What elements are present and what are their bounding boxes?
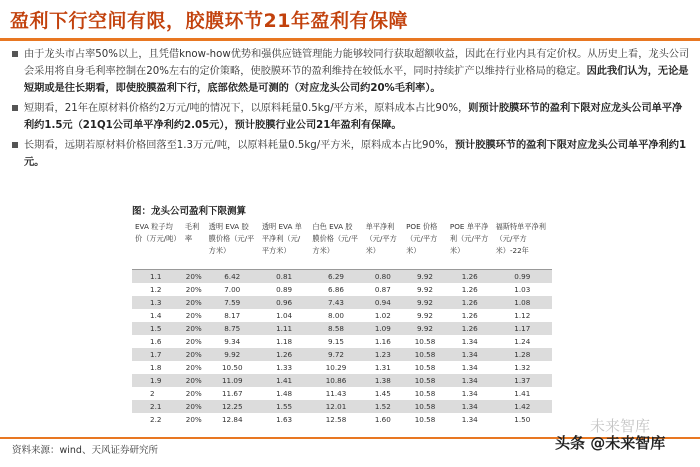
table-cell: 1.2 <box>132 283 182 296</box>
table-cell: 1.08 <box>493 296 552 309</box>
table-row <box>132 309 552 322</box>
table-cell: 1.26 <box>259 348 310 361</box>
table-row <box>132 296 552 309</box>
column-header: POE 单平净利（元/平方米） <box>447 219 493 270</box>
table-cell: 20% <box>182 361 206 374</box>
table-cell: 1.24 <box>493 335 552 348</box>
table-cell: 1.26 <box>447 283 493 296</box>
table-header-row <box>132 219 552 270</box>
table-cell: 20% <box>182 348 206 361</box>
table-cell: 12.01 <box>309 400 362 413</box>
watermark-text: 头条 @未来智库 <box>555 434 666 452</box>
table-cell: 10.58 <box>403 413 447 426</box>
table-cell: 1.41 <box>493 387 552 400</box>
table-cell: 1.34 <box>447 374 493 387</box>
table-cell: 1.23 <box>363 348 403 361</box>
table-cell: 1.48 <box>259 387 310 400</box>
table-cell: 10.86 <box>309 374 362 387</box>
profit-table <box>132 219 552 426</box>
table-cell: 1.8 <box>132 361 182 374</box>
table-cell: 1.4 <box>132 309 182 322</box>
paragraph <box>12 100 692 134</box>
table-row <box>132 400 552 413</box>
table-cell: 7.43 <box>309 296 362 309</box>
table-cell: 20% <box>182 413 206 426</box>
table-cell: 0.89 <box>259 283 310 296</box>
table-cell: 1.6 <box>132 335 182 348</box>
table-cell: 10.29 <box>309 361 362 374</box>
table-cell: 10.58 <box>403 374 447 387</box>
table-cell: 9.15 <box>309 335 362 348</box>
watermark <box>555 432 665 453</box>
table-cell: 1.34 <box>447 348 493 361</box>
table-cell: 10.58 <box>403 335 447 348</box>
table-cell: 20% <box>182 270 206 284</box>
table-cell: 10.58 <box>403 400 447 413</box>
table-cell: 9.92 <box>403 283 447 296</box>
table-cell: 20% <box>182 296 206 309</box>
table-cell: 1.33 <box>259 361 310 374</box>
page-title: 盈利下行空间有限，胶膜环节21年盈利有保障 <box>10 10 408 32</box>
table-cell: 1.52 <box>363 400 403 413</box>
paragraph-text: 短期看，21年在原材料价格约2万元/吨的情况下，以原料耗量0.5kg/平方米，原料成本占比90%， <box>24 103 469 114</box>
table-cell: 9.92 <box>206 348 259 361</box>
column-header: 透明 EVA 单平净利（元/平方米） <box>259 219 310 270</box>
paragraph <box>12 137 692 171</box>
title-divider <box>0 38 700 41</box>
table-cell: 1.38 <box>363 374 403 387</box>
table-row <box>132 413 552 426</box>
table-cell: 1.26 <box>447 270 493 284</box>
table-row <box>132 322 552 335</box>
table-cell: 1.34 <box>447 361 493 374</box>
table-cell: 0.80 <box>363 270 403 284</box>
table-cell: 1.9 <box>132 374 182 387</box>
table-cell: 1.16 <box>363 335 403 348</box>
table-cell: 12.58 <box>309 413 362 426</box>
table-cell: 1.37 <box>493 374 552 387</box>
table-cell: 8.58 <box>309 322 362 335</box>
table-cell: 1.02 <box>363 309 403 322</box>
watermark-ghost: 未来智库 <box>590 417 651 435</box>
square-bullet-icon <box>12 105 18 111</box>
table-cell: 1.55 <box>259 400 310 413</box>
table-cell: 7.59 <box>206 296 259 309</box>
table-caption: 图：龙头公司盈利下限测算 <box>132 206 247 217</box>
table-cell: 2.1 <box>132 400 182 413</box>
table-cell: 1.12 <box>493 309 552 322</box>
table-cell: 1.11 <box>259 322 310 335</box>
table-cell: 1.32 <box>493 361 552 374</box>
table-cell: 1.63 <box>259 413 310 426</box>
table-cell: 20% <box>182 335 206 348</box>
table-cell: 1.42 <box>493 400 552 413</box>
table-cell: 11.67 <box>206 387 259 400</box>
table-row <box>132 387 552 400</box>
column-header: EVA 粒子均价（万元/吨） <box>132 219 182 270</box>
table-cell: 1.34 <box>447 413 493 426</box>
table-cell: 1.1 <box>132 270 182 284</box>
column-header: 白色 EVA 胶膜价格（元/平方米） <box>309 219 362 270</box>
table-cell: 9.34 <box>206 335 259 348</box>
table-cell: 1.60 <box>363 413 403 426</box>
square-bullet-icon <box>12 51 18 57</box>
table-row <box>132 348 552 361</box>
table-cell: 7.00 <box>206 283 259 296</box>
table-cell: 8.75 <box>206 322 259 335</box>
table-cell: 12.25 <box>206 400 259 413</box>
paragraph-text: 由于龙头市占率50%以上，且凭借know-how优势和强供应链管理能力能够较同行获取超额收益，因此在行业内具有定价权。从历史上看，龙头公司会采用将自身毛利率控制在20%左右的定价策略，使胶膜环节的盈利维持在较低水平，同时持续扩产以维持行业格局的稳定。 <box>24 49 690 77</box>
table-cell: 1.28 <box>493 348 552 361</box>
table-cell: 0.99 <box>493 270 552 284</box>
table-row <box>132 283 552 296</box>
column-header: 单平净利（元/平方米） <box>363 219 403 270</box>
table-cell: 1.5 <box>132 322 182 335</box>
square-bullet-icon <box>12 142 18 148</box>
paragraph-emphasis: 则预计胶膜环节的盈利下限对应龙头公司单平净利约1.5元（21Q1公司单平净利约2.05元），预计胶膜行业公司21年盈利有保障。 <box>24 103 683 131</box>
table-cell: 6.86 <box>309 283 362 296</box>
table-row <box>132 335 552 348</box>
table-cell: 1.31 <box>363 361 403 374</box>
table-cell: 0.87 <box>363 283 403 296</box>
column-header: POE 价格（元/平方米） <box>403 219 447 270</box>
table-cell: 9.92 <box>403 270 447 284</box>
paragraph-list <box>12 46 692 174</box>
paragraph-emphasis: 预计胶膜环节的盈利下限对应龙头公司单平净利约1元。 <box>24 140 687 168</box>
table-cell: 1.09 <box>363 322 403 335</box>
table-cell: 20% <box>182 387 206 400</box>
table-cell: 20% <box>182 400 206 413</box>
table-row <box>132 270 552 284</box>
column-header: 毛利率 <box>182 219 206 270</box>
table-cell: 1.26 <box>447 309 493 322</box>
table-cell: 10.50 <box>206 361 259 374</box>
table-cell: 9.92 <box>403 296 447 309</box>
table-cell: 0.81 <box>259 270 310 284</box>
table-cell: 12.84 <box>206 413 259 426</box>
table-cell: 8.17 <box>206 309 259 322</box>
table-cell: 1.3 <box>132 296 182 309</box>
table-cell: 1.45 <box>363 387 403 400</box>
table-cell: 1.7 <box>132 348 182 361</box>
table-cell: 11.09 <box>206 374 259 387</box>
table-cell: 1.50 <box>493 413 552 426</box>
table-cell: 20% <box>182 322 206 335</box>
table-cell: 11.43 <box>309 387 362 400</box>
table-cell: 10.58 <box>403 361 447 374</box>
table-cell: 1.34 <box>447 335 493 348</box>
table-row <box>132 374 552 387</box>
table-cell: 0.94 <box>363 296 403 309</box>
table-cell: 1.17 <box>493 322 552 335</box>
paragraph-text: 长期看，远期若原材料价格回落至1.3万元/吨，以原料耗量0.5kg/平方米，原料成本占比90%， <box>24 140 455 151</box>
table-cell: 1.41 <box>259 374 310 387</box>
table-cell: 10.58 <box>403 387 447 400</box>
paragraph <box>12 46 692 97</box>
table-cell: 20% <box>182 309 206 322</box>
table-cell: 9.92 <box>403 322 447 335</box>
table-cell: 20% <box>182 283 206 296</box>
table-cell: 20% <box>182 374 206 387</box>
table-cell: 1.03 <box>493 283 552 296</box>
table-cell: 1.26 <box>447 322 493 335</box>
table-cell: 6.29 <box>309 270 362 284</box>
table-cell: 10.58 <box>403 348 447 361</box>
table-cell: 1.04 <box>259 309 310 322</box>
column-header: 福斯特单平净利（元/平方米）-22年 <box>493 219 552 270</box>
table-cell: 6.42 <box>206 270 259 284</box>
table-row <box>132 361 552 374</box>
table-cell: 2 <box>132 387 182 400</box>
table-cell: 1.18 <box>259 335 310 348</box>
table-cell: 9.72 <box>309 348 362 361</box>
paragraph-emphasis: 因此我们认为，无论是短期或是往长期看，即使胶膜盈利下行，底部依然是可测的（对应龙头公司约20%毛利率）。 <box>24 66 689 94</box>
table-cell: 1.34 <box>447 387 493 400</box>
column-header: 透明 EVA 胶膜价格（元/平方米） <box>206 219 259 270</box>
table-cell: 9.92 <box>403 309 447 322</box>
table-cell: 0.96 <box>259 296 310 309</box>
table-cell: 8.00 <box>309 309 362 322</box>
table-cell: 2.2 <box>132 413 182 426</box>
source-note: 资料来源：wind、天风证券研究所 <box>12 445 158 456</box>
table-cell: 1.26 <box>447 296 493 309</box>
table-cell: 1.34 <box>447 400 493 413</box>
